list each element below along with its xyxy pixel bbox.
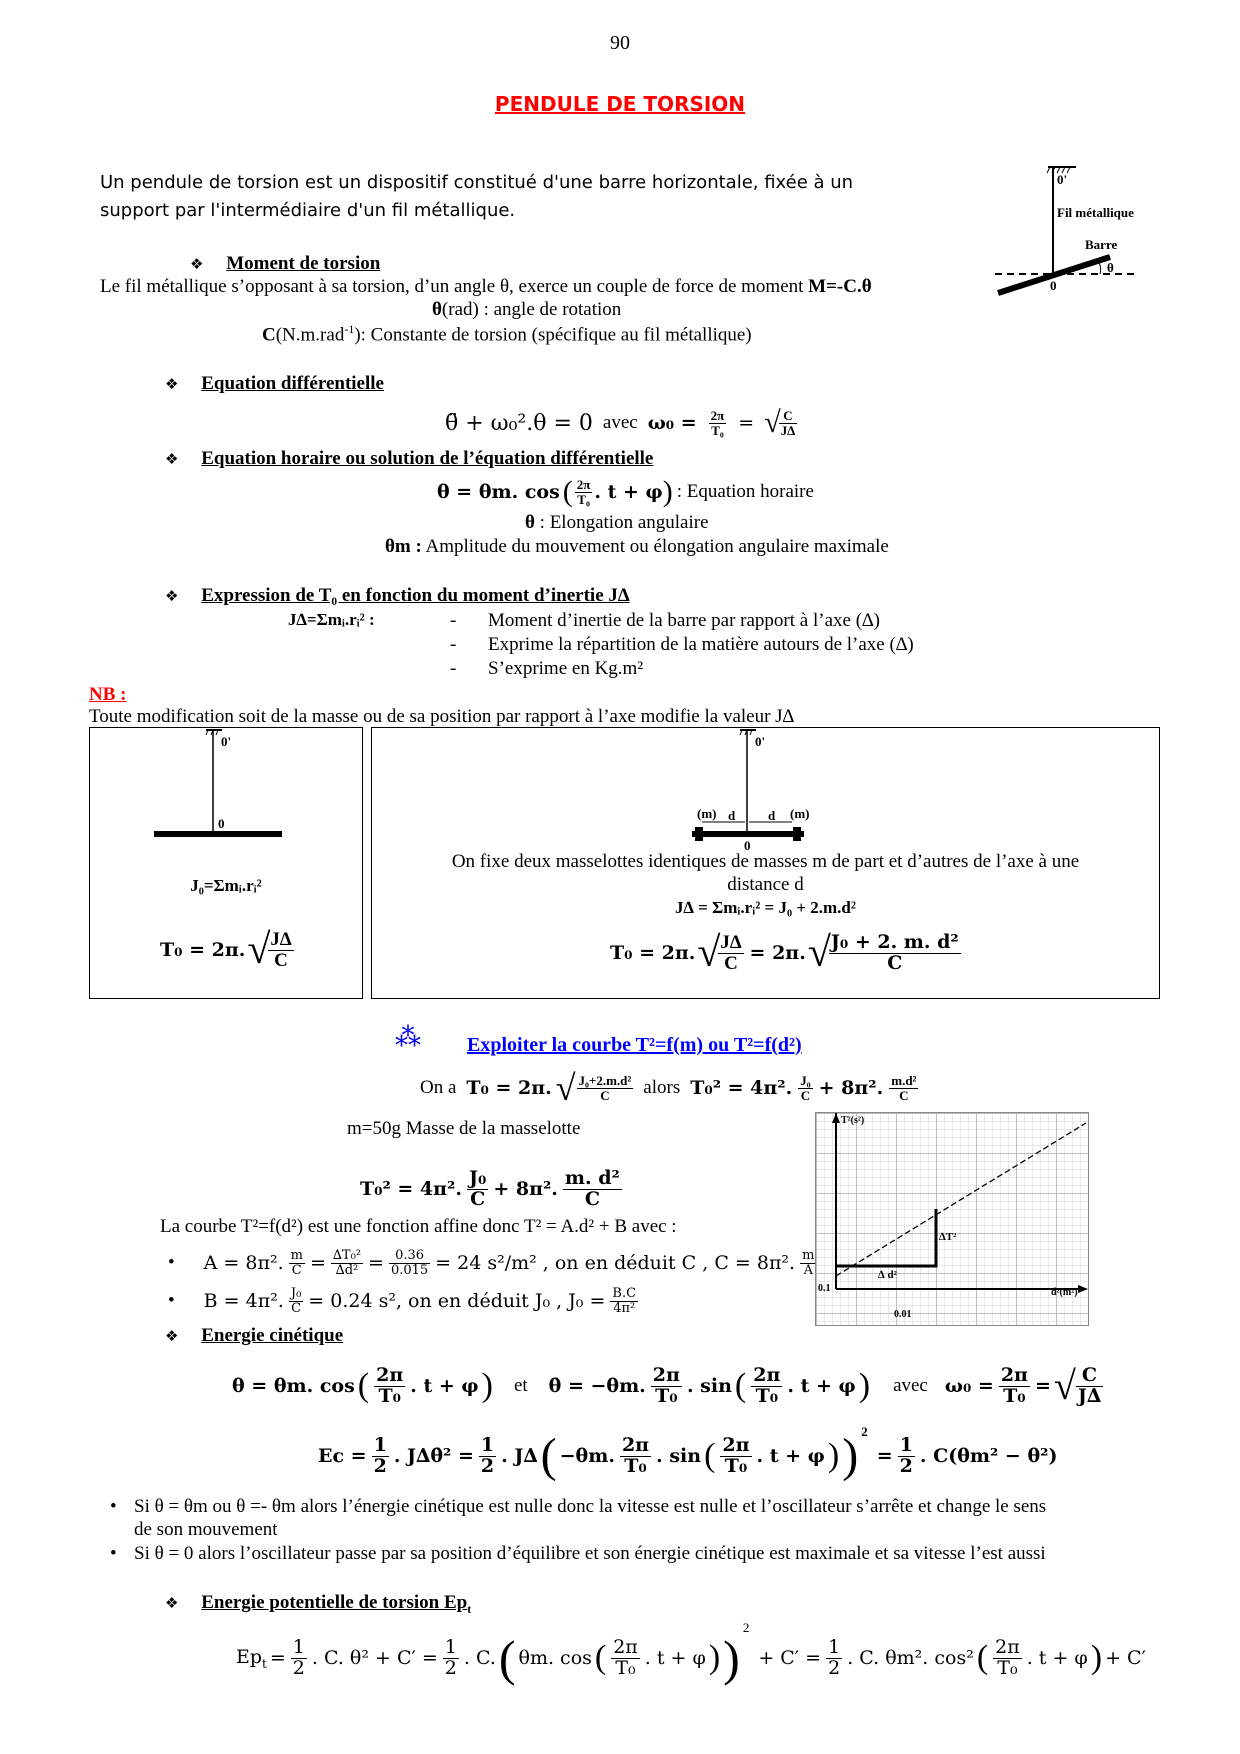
ep-lhs-sub: t (262, 1656, 267, 1671)
ep-two: 2 (292, 1656, 305, 1679)
curve-rad-den: C (600, 1087, 610, 1103)
diffeq-omega0: ω₀ = (647, 412, 697, 434)
ep-tphi-2: . t + φ (1026, 1647, 1088, 1669)
c-exponent: -1 (344, 322, 355, 336)
ec-inner: −θm. (559, 1445, 615, 1467)
ec-bullet-1 (110, 1496, 1047, 1518)
horaire-two-pi: 2π (576, 476, 591, 492)
b-4pi: 4π² (613, 1300, 636, 1316)
horaire-thetam: θm : (385, 536, 422, 557)
potential-heading-sub: t (467, 1601, 472, 1616)
kinetic-two-pi-2: 2π (652, 1363, 680, 1386)
a-c: C (291, 1262, 302, 1278)
theta-symbol: θ (432, 299, 442, 320)
graph-t2-d2 (815, 1112, 1089, 1326)
a-line-lhs: A = 8π². (203, 1252, 284, 1274)
c-symbol: C (262, 324, 276, 346)
ep-p5: + C′ (1105, 1647, 1146, 1669)
fig-o: 0 (1050, 278, 1057, 293)
diffeq-avec: avec (602, 412, 638, 433)
a-delta-d: ∆d² (335, 1262, 359, 1278)
affine-text: La courbe T²=f(d²) est une fonction affine donc T² = A.d² + B avec : (160, 1216, 677, 1237)
kinetic-t0-3: T₀ (755, 1384, 779, 1407)
box-left-o-prime: 0' (221, 734, 232, 749)
graph-svg (816, 1113, 1088, 1325)
ec-sin: . sin (656, 1445, 702, 1467)
curve-md2: m.d² (891, 1072, 917, 1088)
box-right-text-2: distance d (727, 874, 804, 895)
ec-two-pi-2: 2π (722, 1433, 750, 1456)
diffeq-heading: Equation différentielle (201, 373, 384, 394)
box-left-o: 0 (218, 816, 225, 831)
ec-eq: = (876, 1445, 893, 1467)
box-two-masses (371, 727, 1160, 999)
horaire-theta-text: : Elongation angulaire (534, 512, 709, 533)
b-result: = 0.24 s², on en déduit J₀ , J₀ = (308, 1290, 606, 1312)
kinetic-eq: = (1034, 1375, 1051, 1397)
curve-big-formula (360, 1160, 624, 1218)
mass-line: m=50g Masse de la masselotte (347, 1118, 581, 1139)
horaire-formula-left: θ = θm. cos (437, 481, 560, 503)
diamond-bullet-icon: ❖ (190, 255, 204, 273)
ep-two-pi-2: 2π (995, 1635, 1020, 1658)
box-right-den-2: C (887, 951, 903, 974)
box-right-m-left: (m) (697, 806, 717, 821)
ep-p3: + C′ = (758, 1647, 822, 1669)
ec-mid2: . J∆ (501, 1445, 538, 1467)
snowflake-icon: ⁂ (395, 1023, 421, 1052)
diffeq-heading-row (165, 373, 384, 395)
b-j0: J₀ (290, 1285, 302, 1301)
curve-j0: J₀ (800, 1072, 811, 1088)
horaire-label: : Equation horaire (676, 481, 814, 502)
moment-text: Le fil métallique s’opposant à sa torsion, d’un angle θ, exerce un couple de force de moment (100, 276, 809, 297)
inertia-item-text: Exprime la répartition de la matière autours de l’axe (∆) (488, 634, 914, 655)
dash: - (450, 634, 457, 655)
fig-wire-label: Fil métallique (1057, 205, 1134, 220)
horaire-thetam-def (385, 536, 889, 558)
horaire-theta: θ (525, 512, 535, 533)
a-0015: 0.015 (390, 1262, 429, 1278)
ec-two: 2 (373, 1454, 387, 1477)
diamond-bullet-icon: ❖ (165, 587, 179, 605)
curve-big-c: C (470, 1187, 486, 1210)
kinetic-f1: θ = θm. cos (232, 1375, 355, 1397)
inertia-item-2 (450, 634, 914, 656)
potential-heading (201, 1592, 472, 1616)
inertia-item-text: Moment d’inertie de la barre par rapport à l’axe (∆) (488, 610, 880, 631)
bullet: • (110, 1496, 117, 1517)
horaire-formula-row: θ = θm. cos ( $\frac{2\pi}{\text{T₀}}$ . t + φ ) : Equation horaire (437, 475, 814, 508)
box-single-bar (89, 727, 363, 999)
ep-one: 1 (292, 1635, 305, 1658)
kinetic-two-pi: 2π (376, 1363, 404, 1386)
box-right-t0-lhs: T₀ = 2π. (610, 942, 696, 964)
curve-t0-lhs: T₀ = 2π. (466, 1077, 552, 1099)
horaire-formula-right: . t + φ (594, 481, 663, 503)
inertia-formula: J∆=Σmᵢ.rᵢ² : (288, 610, 375, 629)
inertia-item-3 (450, 658, 644, 680)
ec-bullet-2-text: Si θ = 0 alors l’oscillateur passe par sa position d’équilibre et son énergie cinétique est maximale et sa vitesse l’est aussi (134, 1543, 1046, 1564)
horaire-heading: Equation horaire ou solution de l’équation différentielle (201, 448, 654, 469)
moment-heading: Moment de torsion (226, 253, 381, 274)
dash: - (450, 610, 457, 631)
b-line-lhs: B = 4π². (203, 1290, 284, 1312)
ec-mid: . J∆θ̇² = (393, 1445, 474, 1467)
intro-line-2: support par l'intermédiaire d'un fil métallique. (100, 200, 516, 221)
box-left-t0-lhs: T₀ = 2π. (160, 939, 246, 961)
ec-formula-row: Ec = $\frac{1}{2}$ . J∆θ̇² = $\frac{1}{2}$ . J∆ ( −θm. $\frac{2\pi}{\text{T₀}}$ . sin ( $\frac{2\pi}{\text{T₀}}$ . t + φ ) ) $^2$ = $\frac{1}{2}$ . C(θm² − θ²) (318, 1424, 1058, 1482)
curve-big-md2: m. d² (564, 1166, 620, 1189)
ec-bullet-2 (110, 1543, 1046, 1565)
kinetic-t0-4: T₀ (1003, 1384, 1026, 1407)
kinetic-t0-2: T₀ (655, 1384, 678, 1407)
diffeq-equation: θ̈ + ω₀².θ = 0 (445, 410, 593, 436)
graph-ylabel: T²(s²) (841, 1115, 865, 1126)
diamond-bullet-icon: ❖ (165, 375, 179, 393)
diamond-bullet-icon: ❖ (165, 1327, 179, 1345)
ep-p2: . C. (463, 1647, 496, 1669)
curve-heading: Exploiter la courbe T²=f(m) ou T²=f(d²) (467, 1034, 802, 1056)
ep-formula-row: $Ep_t$ = $\frac{1}{2}$ . C. θ² + C′ = $\frac{1}{2}$ . C. ( θm. cos ( $\frac{2\pi}{\text{T₀}}$ . t + φ ) ) $^2$ + C′ = $\frac{1}{2}$ . C. θm². cos² ( $\frac{2\pi}{\text{T₀}}$ . t + φ ) + C′ (236, 1620, 1146, 1686)
curve-big-lhs: T₀² = 4π². (360, 1178, 462, 1200)
diamond-bullet-icon: ❖ (165, 1594, 179, 1612)
b-c: C (291, 1300, 302, 1316)
moment-heading-row (190, 253, 380, 275)
page-title: PENDULE DE TORSION (494, 92, 746, 116)
a-A: A (803, 1262, 813, 1278)
curve-c-2: C (899, 1087, 909, 1103)
a-m: m (290, 1247, 303, 1263)
diffeq-formula-row: θ̈ + ω₀².θ = 0 avec ω₀ = $\frac{2\pi}{\text{T₀}}$ = √ $\frac{C}{J\Delta}$ (445, 406, 796, 439)
kinetic-j: J∆ (1077, 1384, 1102, 1407)
curve-big-c-2: C (584, 1187, 600, 1210)
theta-definition: (rad) : angle de rotation (441, 299, 622, 320)
curve-alors: alors (643, 1077, 681, 1098)
box-right-num-1: J∆ (720, 931, 742, 953)
ep-eq: = (269, 1647, 286, 1669)
ep-inner: θm. cos (518, 1647, 592, 1669)
moment-theta-def (432, 299, 621, 321)
box-right-d-right: d (768, 808, 776, 823)
kinetic-sin: . sin (686, 1375, 732, 1397)
two-masses-figure (372, 728, 1159, 848)
graph-delta-t: ∆T² (939, 1231, 957, 1243)
curve-c: C (800, 1087, 811, 1103)
potential-heading-row (165, 1592, 471, 1617)
box-right-t0: T₀ = 2π. √ $\frac{J\Delta}{C}$ = 2π. √ $\frac{\text{J₀ + 2. m. d²}}{C}$ (610, 930, 959, 976)
graph-x-tick: 0.01 (894, 1309, 912, 1320)
horaire-heading-row (165, 448, 653, 470)
ep-p1: . C. θ² + C′ = (311, 1647, 438, 1669)
fig-theta: θ (1107, 260, 1114, 275)
a-eq-2: = (368, 1252, 384, 1274)
horaire-t0: T₀ (577, 491, 590, 507)
dash: - (450, 658, 457, 679)
kinetic-tphi: . t + φ (410, 1375, 479, 1397)
a-delta-t: ∆T₀² (332, 1247, 362, 1263)
graph-xlabel: d²(m²) (1051, 1287, 1078, 1298)
box-left-num: J∆ (270, 928, 292, 950)
ep-lhs: Ep (236, 1645, 263, 1668)
box-right-text-1: On fixe deux masselottes identiques de masses m de part et d’autres de l’axe à une (451, 851, 1080, 872)
nb-label: NB : (89, 684, 127, 705)
bullet: • (168, 1252, 175, 1273)
horaire-thetam-text: Amplitude du mouvement ou élongation angulaire maximale (421, 536, 889, 557)
ep-tphi: . t + φ (644, 1647, 706, 1669)
box-right-o-prime: 0' (755, 734, 766, 749)
graph-line (836, 1123, 1086, 1276)
kinetic-avec: avec (893, 1375, 928, 1396)
b-bc: B.C (612, 1285, 637, 1301)
moment-c-def (262, 322, 752, 346)
c-definition: ): Constante de torsion (spécifique au fil métallique) (354, 324, 752, 346)
box-right-eq-2: = 2π. (749, 942, 806, 964)
box-left-j0: J₀=Σmᵢ.rᵢ² (190, 876, 262, 895)
diffeq-t0: T₀ (711, 422, 724, 438)
moment-formula: M=-C.θ (808, 276, 872, 297)
kinetic-t0: T₀ (378, 1384, 401, 1407)
curve-rad-num: J₀+2.m.d² (578, 1072, 632, 1088)
curve-big-plus: + 8π². (493, 1178, 558, 1200)
ep-two-3: 2 (828, 1656, 841, 1679)
kinetic-omega: ω₀ = (944, 1375, 994, 1397)
a-result: = 24 s²/m² , on en déduit C , C = 8π². (435, 1252, 796, 1274)
ep-two-2: 2 (444, 1656, 457, 1679)
inertia-heading: Expression de T₀ en fonction du moment d’inertie J∆ (201, 585, 630, 606)
box-right-den-1: C (724, 952, 738, 974)
ec-one: 1 (373, 1433, 387, 1456)
ec-one-3: 1 (899, 1433, 913, 1456)
moment-line-1 (100, 276, 872, 298)
ep-square: 2 (742, 1620, 750, 1635)
graph-delta-d: ∆ d² (878, 1269, 897, 1281)
bullet: • (110, 1543, 117, 1564)
diffeq-two-pi: 2π (710, 407, 725, 423)
ec-two-3: 2 (899, 1454, 913, 1477)
curve-on-a: On a (420, 1077, 457, 1098)
kinetic-et: et (513, 1375, 528, 1396)
graph-y-tick: 0.1 (818, 1283, 831, 1294)
ep-two-pi: 2π (613, 1635, 638, 1658)
box-right-d-left: d (728, 808, 736, 823)
fig-bar-label: Barre (1085, 237, 1118, 252)
diffeq-j: J∆ (780, 422, 796, 438)
box-right-o: 0 (744, 838, 751, 853)
box-right-formula: J∆ = Σmᵢ.rᵢ² = J₀ + 2.m.d² (675, 898, 856, 917)
kinetic-heading-row (165, 1325, 343, 1347)
c-unit: (N.m.rad (275, 324, 345, 346)
a-eq: = (309, 1252, 326, 1274)
kinetic-heading: Energie cinétique (201, 1325, 344, 1346)
nb-text: Toute modification soit de la masse ou de sa position par rapport à l’axe modifie la valeur J∆ (89, 706, 795, 727)
curve-t0sq: T₀² = 4π². (690, 1077, 793, 1099)
ec-bullet-1-cont: de son mouvement (134, 1519, 278, 1540)
ec-two-2: 2 (480, 1454, 495, 1477)
ec-square: 2 (861, 1424, 868, 1439)
ep-t0-2: T₀ (997, 1656, 1018, 1679)
intro-line-1: Un pendule de torsion est un dispositif constitué d'une barre horizontale, fixée à un (100, 172, 854, 193)
inertia-heading-row (165, 585, 630, 607)
diamond-bullet-icon: ❖ (165, 450, 179, 468)
box-left-t0: T₀ = 2π. √ $\frac{J\Delta}{C}$ (160, 927, 292, 973)
ec-lhs: Ec = (318, 1445, 367, 1467)
ec-bullet-1-text: Si θ = θm ou θ =- θm alors l’énergie cinétique est nulle donc la vitesse est nulle et l’oscillateur s’arrête et change le sens (134, 1496, 1047, 1517)
ep-t0: T₀ (615, 1656, 636, 1679)
inertia-item-1 (450, 610, 880, 632)
diffeq-c: C (779, 409, 797, 424)
curve-intro-row: On a T₀ = 2π. √ $\frac{\text{J₀+2.m.d²}}{C}$ alors T₀² = 4π². $\frac{\text{J₀}}{C}$ + 8π². $\frac{\text{m.d²}}{C}$ (420, 1068, 917, 1108)
kinetic-two-pi-3: 2π (753, 1363, 781, 1386)
ep-one-3: 1 (828, 1635, 841, 1658)
bullet: • (168, 1290, 175, 1311)
ec-t0-2: T₀ (724, 1454, 748, 1477)
ec-one-2: 1 (480, 1433, 495, 1456)
ec-tphi: . t + φ (756, 1445, 825, 1467)
curve-plus: + 8π². (818, 1077, 884, 1099)
ec-two-pi: 2π (621, 1433, 650, 1456)
box-right-num-2: J₀ + 2. m. d² (830, 930, 959, 953)
b-line (168, 1280, 640, 1322)
kinetic-formula-row: θ = θm. cos ( $\frac{2\pi}{\text{T₀}}$ . t + φ ) et θ̇ = −θm. $\frac{2\pi}{\text{T₀}}$ . sin ( $\frac{2\pi}{\text{T₀}}$ . t + φ ) avec ω₀ = $\frac{2\pi}{\text{T₀}}$ = √ $\frac{C}{J\Delta}$ (232, 1363, 1102, 1408)
potential-heading-text: Energie potentielle de torsion Ep (201, 1592, 468, 1613)
ep-one-2: 1 (444, 1635, 457, 1658)
diffeq-eq: = (738, 412, 755, 434)
ec-t0: T₀ (624, 1454, 647, 1477)
kinetic-f2: θ̇ = −θm. (548, 1375, 646, 1397)
kinetic-tphi-2: . t + φ (787, 1375, 856, 1397)
curve-big-j0: J₀ (469, 1166, 487, 1189)
a-mm: m (802, 1247, 815, 1263)
page-number: 90 (610, 32, 630, 54)
box-left-den: C (274, 949, 288, 971)
inertia-item-text: S’exprime en Kg.m² (488, 658, 644, 679)
a-036: 0.36 (389, 1249, 430, 1264)
ep-p4: . C. θm². cos² (847, 1647, 974, 1669)
ec-end: . C(θm² − θ²) (919, 1445, 1058, 1467)
fig-o-prime: 0' (1057, 172, 1068, 187)
kinetic-c: C (1076, 1366, 1103, 1387)
a-line (168, 1242, 818, 1284)
horaire-theta-def (525, 512, 709, 534)
kinetic-two-pi-4: 2π (1000, 1363, 1028, 1386)
box-right-m-right: (m) (790, 806, 810, 821)
